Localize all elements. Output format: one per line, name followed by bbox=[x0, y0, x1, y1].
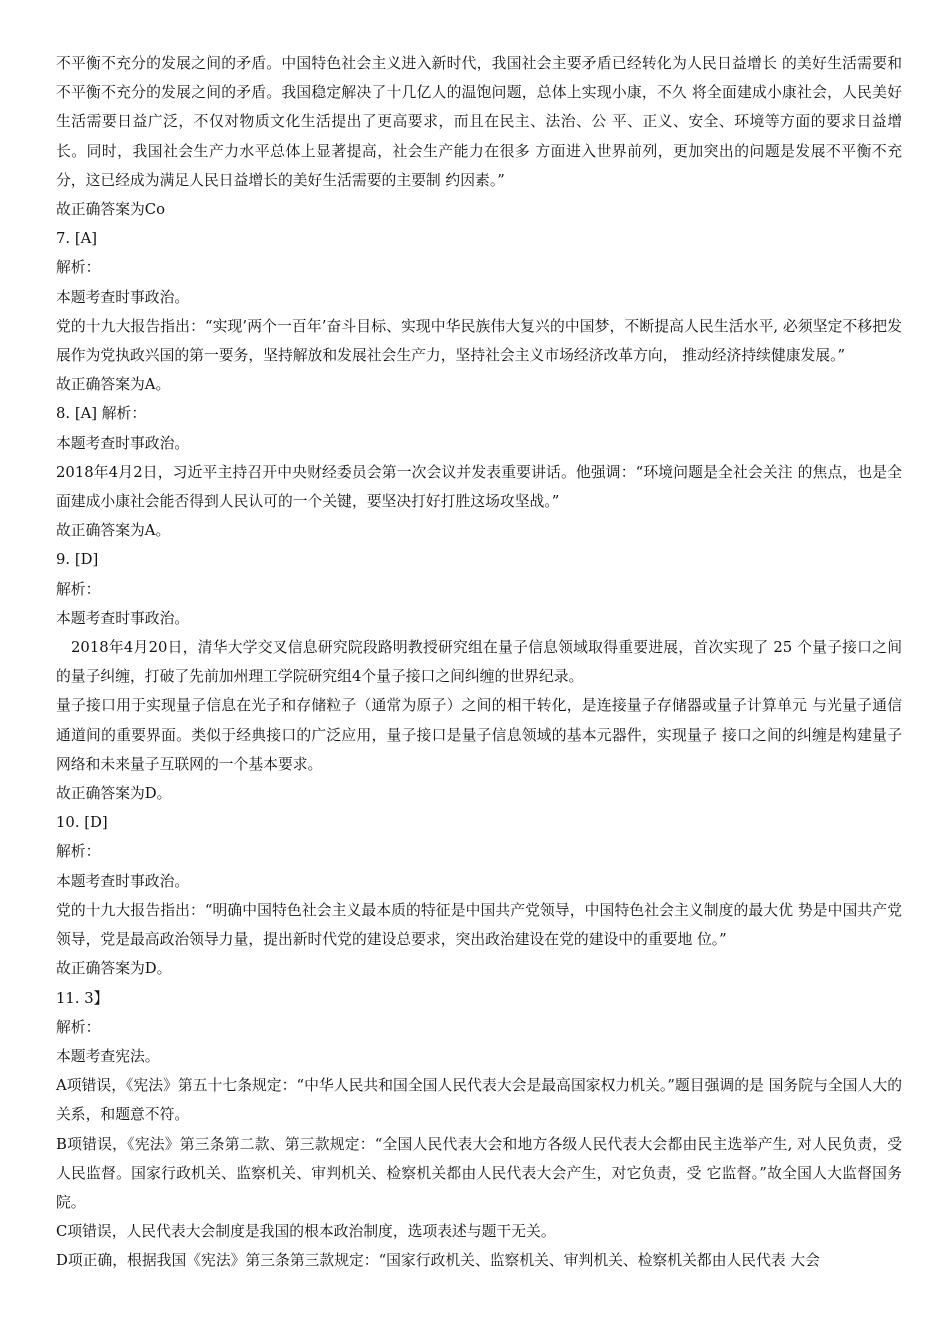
paragraph-option-c: C项错误，人民代表大会制度是我国的根本政治制度，选项表述与题干无关。 bbox=[56, 1223, 556, 1241]
question-8-header: 8. [A] 解析： bbox=[56, 405, 147, 423]
answer-line-9: 故正确答案为D。 bbox=[56, 785, 172, 803]
paragraph-option-d: D项正确，根据我国《宪法》第三条第三款规定：“国家行政机关、监察机关、审判机关、检察机关都由人民代表 大会 bbox=[56, 1252, 820, 1270]
topic-line: 本题考查时事政治。 bbox=[56, 872, 190, 890]
question-9-header: 9. [D] bbox=[56, 551, 99, 569]
analysis-label: 解析： bbox=[56, 580, 101, 598]
question-7-header: 7. [A] bbox=[56, 230, 98, 248]
analysis-label: 解析： bbox=[56, 259, 101, 277]
analysis-label: 解析： bbox=[56, 843, 101, 861]
answer-line-10: 故正确答案为D。 bbox=[56, 960, 172, 978]
question-11-header: 11. 3】 bbox=[56, 989, 109, 1007]
paragraph-option-a: A项错误，《宪法》第五十七条规定：“中华人民共和国全国人民代表大会是最高国家权力机关。”题目强调的是 国务院与全国人大的关系，和题意不符。 bbox=[56, 1077, 902, 1124]
paragraph-q7-quote: 党的十九大报告指出：“实现’两个一百年’奋斗目标、实现中华民族伟大复兴的中国梦，不断提高人民生活水平, 必须坚定不移把发展作为党执政兴国的第一要务，坚持解放和发展社会生产力，坚持社会主义市场经济改革方向， 推动经济持续健康发展。” bbox=[56, 317, 902, 365]
answer-line-6: 故正确答案为Co bbox=[56, 201, 166, 219]
topic-line: 本题考查时事政治。 bbox=[56, 609, 190, 627]
paragraph-q9-quantum-news: 2018年4月20日，清华大学交叉信息研究院段路明教授研究组在量子信息领域取得重要进展，首次实现了 25 个量子接口之间的量子纠缠，打破了先前加州理工学院研究组4个量子接口之间纠缠的世界纪录。 bbox=[56, 639, 902, 686]
analysis-label: 解析： bbox=[56, 1018, 101, 1036]
topic-line: 本题考查时事政治。 bbox=[56, 288, 190, 306]
paragraph-contradiction-quote: 不平衡不充分的发展之间的矛盾。中国特色社会主义进入新时代，我国社会主要矛盾已经转化为人民日益增长 的美好生活需要和不平衡不充分的发展之间的矛盾。我国稳定解决了十几亿人的温饱问题，总体上实现小康，不久 将全面建成小康社会，人民美好生活需要日益广泛，不仅对物质文化生活提出了更高要求，而且在民主、法治、公 平、正义、安全、环境等方面的要求日益增长。同时，我国社会生产力水平总体上显著提高，社会生产能力在很多 方面进入世界前列，更加突出的问题是发展不平衡不充分，这已经成为满足人民日益增长的美好生活需要的主要制 约因素。” bbox=[56, 55, 902, 189]
topic-line: 本题考查时事政治。 bbox=[56, 434, 190, 452]
answer-line-8: 故正确答案为A。 bbox=[56, 522, 171, 540]
paragraph-q10-quote: 党的十九大报告指出：“明确中国特色社会主义最本质的特征是中国共产党领导，中国特色社会主义制度的最大优 势是中国共产党领导，党是最高政治领导力量，提出新时代党的建设总要求，突出政治建设在党的建设中的重要地 位。” bbox=[56, 901, 902, 949]
paragraph-q8-quote: 2018年4月2日，习近平主持召开中央财经委员会第一次会议并发表重要讲话。他强调：“环境问题是全社会关注 的焦点，也是全面建成小康社会能否得到人民认可的一个关键，要坚决打好打胜这场攻坚战。” bbox=[56, 463, 902, 511]
answer-line-7: 故正确答案为A。 bbox=[56, 376, 171, 394]
paragraph-option-b: B项错误，《宪法》第三条第二款、第三款规定：“全国人民代表大会和地方各级人民代表大会都由民主选举产生, 对人民负责，受人民监督。国家行政机关、监察机关、审判机关、检察机关都由人民代表大会产生，对它负责，受 它监督。”故全国人大监督国务院。 bbox=[56, 1135, 902, 1211]
question-10-header: 10. [D] bbox=[56, 814, 108, 832]
paragraph-q9-quantum-interface: 量子接口用于实现量子信息在光子和存储粒子（通常为原子）之间的相干转化，是连接量子存储器或量子计算单元 与光量子通信通道间的重要界面。类似于经典接口的广泛应用，量子接口是量子信息领域的基本元器件，实现量子 接口之间的纠缠是构建量子网络和未来量子互联网的一个基本要求。 bbox=[56, 697, 902, 773]
topic-line: 本题考查宪法。 bbox=[56, 1047, 160, 1065]
